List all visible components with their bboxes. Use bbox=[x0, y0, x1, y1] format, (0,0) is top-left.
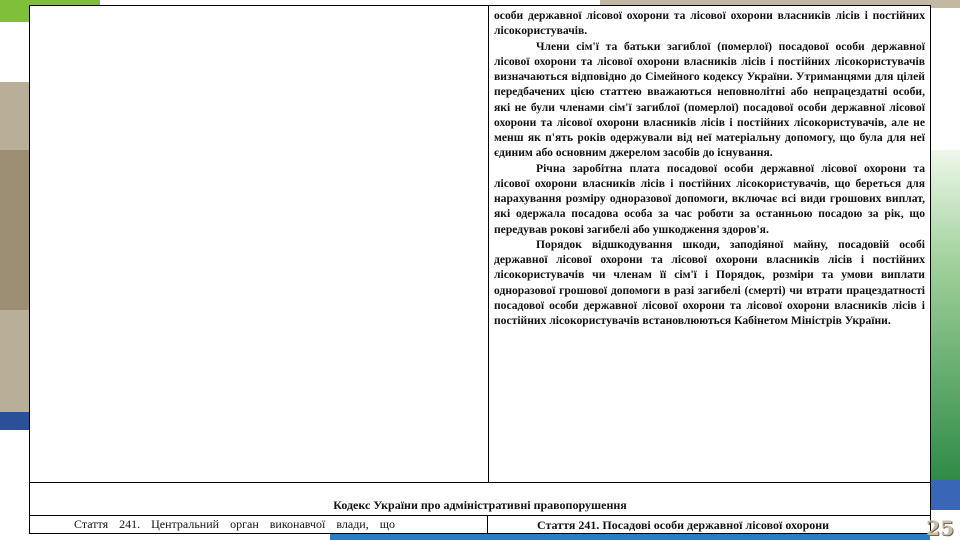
bottom-left-cell bbox=[30, 516, 488, 534]
bottom-right-cell bbox=[489, 516, 930, 534]
decor-left-blue bbox=[0, 412, 30, 430]
decor-right-blue bbox=[928, 480, 960, 510]
section-heading: Кодекс України про адміністративні правопорушення bbox=[333, 498, 627, 512]
decor-left-band-dark bbox=[0, 150, 30, 310]
paragraph: особи державної лісової охорони та лісової охорони власників лісів і постійних лісокористувачів. bbox=[494, 9, 925, 38]
paragraph: Члени сім'ї та батьки загиблої (померлої) посадової особи державної лісової охорони та лісової охорони власників лісів і постійних лісокористувачів визначаються відповідно до Сімейного кодексу України. Утриманцями для цілей передбачених цією статтею вважаються неповнолітні або непрацездатні особи, які не були членами сім'ї загиблої (померлої) посадової особи державної лісової охорони та лісової охорони власників лісів і постійних лісокористувачів, але не менш як п'ять років одержували від неї матеріальну допомогу, що була для неї єдиним або основним джерелом засобів до існування. bbox=[494, 39, 925, 160]
paragraph: Річна заробітна плата посадової особи державної лісової охорони та лісової охорони власників лісів і постійних лісокористувачів, що береться для нарахування розміру одноразової допомоги, включає всі види грошових виплат, які одержала посадова особа за час роботи за останньою посадою за рік, що передував рокові загибелі або ушкодження здоров'я. bbox=[494, 161, 925, 236]
article-left-text: Стаття 241. Центральний орган виконавчої влади, що bbox=[74, 517, 395, 531]
right-column-cell bbox=[489, 6, 930, 482]
left-column-cell bbox=[30, 6, 489, 482]
paragraph: Порядок відшкодування шкоди, заподіяної майну, посадовій особі державної лісової охорони та лісової охорони власників лісів і постійних лісокористувачів чи членам її сім'ї і Порядок, розміри та умови виплати одноразової грошової допомоги в разі загибелі (смерті) чи втрати працездатності посадової особи державної лісової охорони та лісової охорони власників лісів і постійних лісокористувачів встановлюються Кабінетом Міністрів України. bbox=[494, 237, 925, 327]
comparison-table bbox=[29, 5, 931, 534]
section-heading-row bbox=[30, 482, 930, 516]
decor-right-green bbox=[928, 150, 960, 480]
page-number: 25 bbox=[926, 516, 954, 540]
article-right-text: Стаття 241. Посадові особи державної лісової охорони bbox=[537, 518, 830, 532]
